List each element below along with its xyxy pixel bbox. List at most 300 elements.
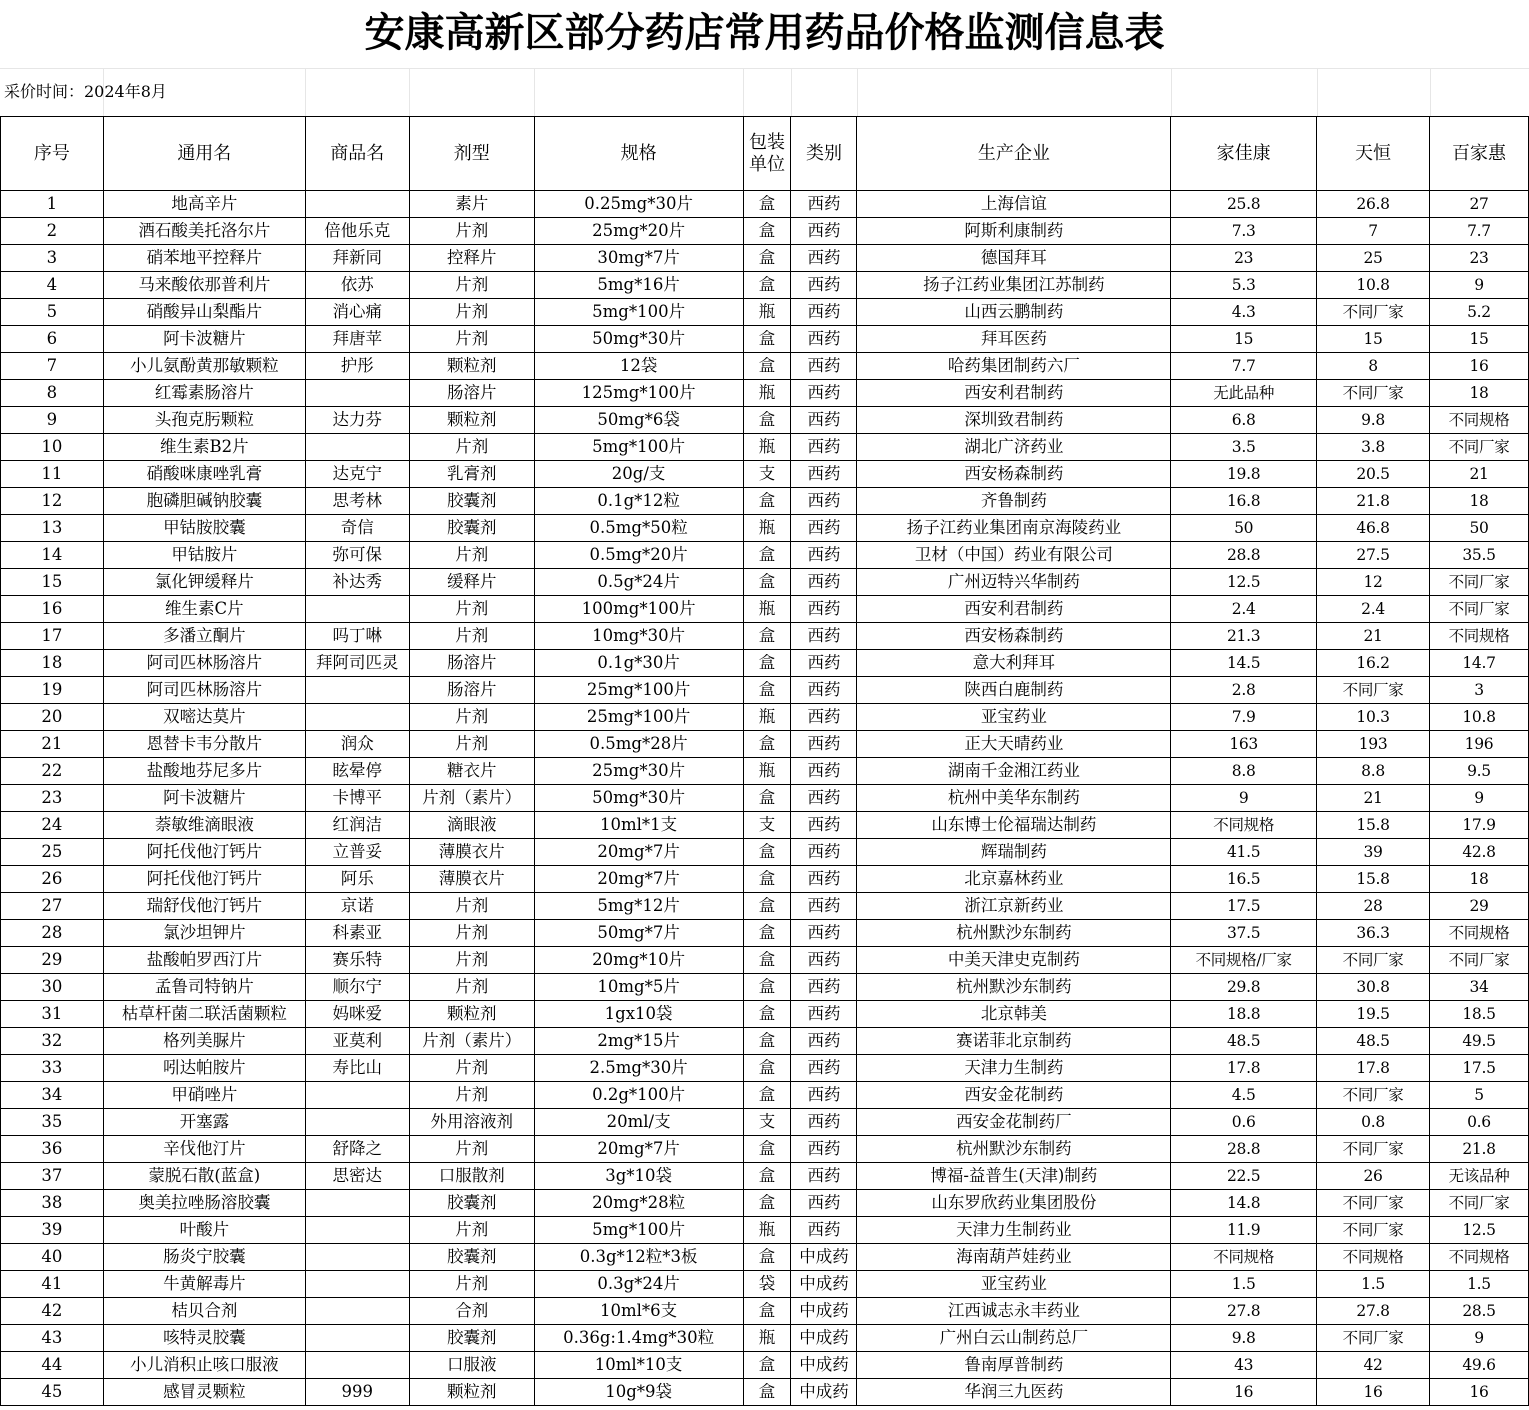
cell-index: 27 — [1, 893, 104, 920]
sheet-gridline — [791, 68, 792, 116]
cell-price-jiajiakang: 3.5 — [1171, 434, 1317, 461]
cell-specification: 20ml/支 — [534, 1109, 743, 1136]
cell-price-tianheng: 8.8 — [1317, 758, 1430, 785]
table-row — [1, 758, 1529, 785]
cell-manufacturer: 浙江京新药业 — [857, 893, 1171, 920]
cell-package-unit: 盒 — [743, 1379, 791, 1406]
cell-manufacturer: 亚宝药业 — [857, 1271, 1171, 1298]
cell-manufacturer: 杭州默沙东制药 — [857, 920, 1171, 947]
cell-price-tianheng: 16 — [1317, 1379, 1430, 1406]
sheet-gridline — [305, 68, 306, 116]
cell-category: 西药 — [791, 650, 857, 677]
cell-price-jiajiakang: 16 — [1171, 1379, 1317, 1406]
cell-price-tianheng: 不同规格 — [1317, 1244, 1430, 1271]
cell-dosage-form: 合剂 — [409, 1298, 534, 1325]
cell-index: 18 — [1, 650, 104, 677]
cell-price-baijiahui: 34 — [1430, 974, 1529, 1001]
sheet-gridline — [1171, 68, 1172, 116]
cell-trade-name: 倍他乐克 — [305, 218, 409, 245]
cell-trade-name: 吗丁啉 — [305, 623, 409, 650]
sheet-gridline — [534, 68, 535, 116]
cell-dosage-form: 滴眼液 — [409, 812, 534, 839]
cell-price-baijiahui: 23 — [1430, 245, 1529, 272]
table-row — [1, 785, 1529, 812]
cell-specification: 0.1g*12粒 — [534, 488, 743, 515]
table-row — [1, 947, 1529, 974]
cell-dosage-form: 片剂 — [409, 434, 534, 461]
cell-price-baijiahui: 不同厂家 — [1430, 947, 1529, 974]
cell-price-baijiahui: 16 — [1430, 353, 1529, 380]
cell-category: 中成药 — [791, 1244, 857, 1271]
cell-price-tianheng: 48.5 — [1317, 1028, 1430, 1055]
cell-trade-name — [305, 380, 409, 407]
cell-specification: 0.5mg*28片 — [534, 731, 743, 758]
cell-manufacturer: 博福-益普生(天津)制药 — [857, 1163, 1171, 1190]
cell-specification: 10mg*30片 — [534, 623, 743, 650]
cell-dosage-form: 片剂 — [409, 1136, 534, 1163]
cell-category: 西药 — [791, 1190, 857, 1217]
cell-specification: 25mg*30片 — [534, 758, 743, 785]
sheet-gridline — [857, 68, 858, 116]
cell-generic-name: 蒙脱石散(蓝盒) — [103, 1163, 305, 1190]
cell-trade-name: 达克宁 — [305, 461, 409, 488]
cell-generic-name: 阿托伐他汀钙片 — [103, 839, 305, 866]
cell-trade-name — [305, 1190, 409, 1217]
cell-dosage-form: 肠溶片 — [409, 650, 534, 677]
cell-generic-name: 格列美脲片 — [103, 1028, 305, 1055]
cell-generic-name: 双嘧达莫片 — [103, 704, 305, 731]
cell-manufacturer: 西安杨森制药 — [857, 623, 1171, 650]
cell-dosage-form: 肠溶片 — [409, 380, 534, 407]
cell-trade-name: 妈咪爱 — [305, 1001, 409, 1028]
table-row — [1, 542, 1529, 569]
cell-generic-name: 开塞露 — [103, 1109, 305, 1136]
cell-index: 32 — [1, 1028, 104, 1055]
cell-specification: 20mg*28粒 — [534, 1190, 743, 1217]
cell-price-baijiahui: 0.6 — [1430, 1109, 1529, 1136]
cell-dosage-form: 片剂 — [409, 731, 534, 758]
cell-price-jiajiakang: 9 — [1171, 785, 1317, 812]
cell-price-jiajiakang: 21.3 — [1171, 623, 1317, 650]
cell-dosage-form: 片剂 — [409, 326, 534, 353]
cell-specification: 50mg*30片 — [534, 326, 743, 353]
cell-price-tianheng: 3.8 — [1317, 434, 1430, 461]
cell-price-jiajiakang: 7.3 — [1171, 218, 1317, 245]
cell-price-baijiahui: 不同厂家 — [1430, 596, 1529, 623]
cell-price-tianheng: 不同厂家 — [1317, 1082, 1430, 1109]
cell-index: 7 — [1, 353, 104, 380]
cell-price-jiajiakang: 22.5 — [1171, 1163, 1317, 1190]
cell-trade-name: 依苏 — [305, 272, 409, 299]
cell-dosage-form: 胶囊剂 — [409, 1325, 534, 1352]
cell-specification: 12袋 — [534, 353, 743, 380]
cell-trade-name: 卡博平 — [305, 785, 409, 812]
cell-trade-name — [305, 1217, 409, 1244]
cell-price-jiajiakang: 18.8 — [1171, 1001, 1317, 1028]
table-row — [1, 326, 1529, 353]
cell-generic-name: 奥美拉唑肠溶胶囊 — [103, 1190, 305, 1217]
cell-package-unit: 盒 — [743, 353, 791, 380]
cell-generic-name: 马来酸依那普利片 — [103, 272, 305, 299]
cell-package-unit: 袋 — [743, 1271, 791, 1298]
header-index: 序号 — [1, 117, 104, 191]
cell-index: 35 — [1, 1109, 104, 1136]
cell-price-tianheng: 30.8 — [1317, 974, 1430, 1001]
page-title: 安康高新区部分药店常用药品价格监测信息表 — [0, 0, 1529, 69]
cell-dosage-form: 薄膜衣片 — [409, 839, 534, 866]
cell-price-jiajiakang: 29.8 — [1171, 974, 1317, 1001]
cell-price-jiajiakang: 28.8 — [1171, 542, 1317, 569]
cell-index: 12 — [1, 488, 104, 515]
cell-trade-name — [305, 1082, 409, 1109]
table-row — [1, 1190, 1529, 1217]
cell-price-jiajiakang: 8.8 — [1171, 758, 1317, 785]
table-row — [1, 1136, 1529, 1163]
cell-specification: 0.2g*100片 — [534, 1082, 743, 1109]
cell-price-tianheng: 不同厂家 — [1317, 1325, 1430, 1352]
cell-price-baijiahui: 17.9 — [1430, 812, 1529, 839]
table-row — [1, 515, 1529, 542]
cell-package-unit: 盒 — [743, 785, 791, 812]
cell-price-baijiahui: 49.5 — [1430, 1028, 1529, 1055]
cell-index: 31 — [1, 1001, 104, 1028]
cell-index: 22 — [1, 758, 104, 785]
cell-category: 西药 — [791, 731, 857, 758]
cell-trade-name — [305, 596, 409, 623]
cell-dosage-form: 颗粒剂 — [409, 353, 534, 380]
cell-trade-name: 舒降之 — [305, 1136, 409, 1163]
cell-generic-name: 硝酸咪康唑乳膏 — [103, 461, 305, 488]
cell-price-tianheng: 0.8 — [1317, 1109, 1430, 1136]
cell-price-baijiahui: 不同规格 — [1430, 623, 1529, 650]
cell-package-unit: 盒 — [743, 866, 791, 893]
cell-trade-name: 寿比山 — [305, 1055, 409, 1082]
cell-price-tianheng: 16.2 — [1317, 650, 1430, 677]
cell-generic-name: 甲钴胺片 — [103, 542, 305, 569]
cell-price-baijiahui: 5 — [1430, 1082, 1529, 1109]
cell-price-tianheng: 26 — [1317, 1163, 1430, 1190]
cell-package-unit: 盒 — [743, 677, 791, 704]
cell-index: 36 — [1, 1136, 104, 1163]
cell-price-jiajiakang: 无此品种 — [1171, 380, 1317, 407]
cell-category: 西药 — [791, 596, 857, 623]
table-row — [1, 812, 1529, 839]
cell-package-unit: 瓶 — [743, 1217, 791, 1244]
cell-trade-name — [305, 434, 409, 461]
cell-dosage-form: 片剂（素片） — [409, 1028, 534, 1055]
cell-generic-name: 小儿消积止咳口服液 — [103, 1352, 305, 1379]
table-row — [1, 488, 1529, 515]
cell-index: 19 — [1, 677, 104, 704]
cell-index: 16 — [1, 596, 104, 623]
cell-price-tianheng: 8 — [1317, 353, 1430, 380]
cell-dosage-form: 片剂 — [409, 1055, 534, 1082]
cell-price-tianheng: 不同厂家 — [1317, 947, 1430, 974]
cell-price-jiajiakang: 37.5 — [1171, 920, 1317, 947]
cell-index: 40 — [1, 1244, 104, 1271]
cell-index: 34 — [1, 1082, 104, 1109]
cell-price-baijiahui: 196 — [1430, 731, 1529, 758]
cell-category: 西药 — [791, 299, 857, 326]
cell-index: 14 — [1, 542, 104, 569]
cell-specification: 0.25mg*30片 — [534, 191, 743, 218]
cell-index: 8 — [1, 380, 104, 407]
cell-index: 28 — [1, 920, 104, 947]
cell-price-jiajiakang: 19.8 — [1171, 461, 1317, 488]
cell-specification: 0.5mg*20片 — [534, 542, 743, 569]
cell-package-unit: 支 — [743, 812, 791, 839]
table-row — [1, 1055, 1529, 1082]
table-row — [1, 866, 1529, 893]
collection-time: 采价时间：2024年8月 — [4, 82, 167, 101]
cell-manufacturer: 西安利君制药 — [857, 380, 1171, 407]
cell-specification: 1gx10袋 — [534, 1001, 743, 1028]
cell-index: 3 — [1, 245, 104, 272]
cell-category: 西药 — [791, 1217, 857, 1244]
cell-trade-name — [305, 704, 409, 731]
cell-trade-name: 立普妥 — [305, 839, 409, 866]
cell-package-unit: 盒 — [743, 893, 791, 920]
cell-generic-name: 枯草杆菌二联活菌颗粒 — [103, 1001, 305, 1028]
cell-generic-name: 孟鲁司特钠片 — [103, 974, 305, 1001]
header-row — [1, 117, 1529, 191]
cell-manufacturer: 赛诺菲北京制药 — [857, 1028, 1171, 1055]
cell-dosage-form: 胶囊剂 — [409, 515, 534, 542]
cell-package-unit: 盒 — [743, 650, 791, 677]
cell-specification: 10ml*1支 — [534, 812, 743, 839]
cell-package-unit: 盒 — [743, 542, 791, 569]
cell-price-baijiahui: 14.7 — [1430, 650, 1529, 677]
cell-generic-name: 盐酸地芬尼多片 — [103, 758, 305, 785]
cell-package-unit: 盒 — [743, 1082, 791, 1109]
cell-price-jiajiakang: 23 — [1171, 245, 1317, 272]
cell-price-baijiahui: 9.5 — [1430, 758, 1529, 785]
cell-manufacturer: 北京韩美 — [857, 1001, 1171, 1028]
cell-generic-name: 多潘立酮片 — [103, 623, 305, 650]
cell-category: 西药 — [791, 1028, 857, 1055]
cell-index: 38 — [1, 1190, 104, 1217]
cell-specification: 100mg*100片 — [534, 596, 743, 623]
cell-generic-name: 牛黄解毒片 — [103, 1271, 305, 1298]
cell-category: 西药 — [791, 569, 857, 596]
cell-price-jiajiakang: 14.5 — [1171, 650, 1317, 677]
cell-category: 西药 — [791, 1082, 857, 1109]
cell-index: 42 — [1, 1298, 104, 1325]
table-row — [1, 1001, 1529, 1028]
cell-price-tianheng: 不同厂家 — [1317, 1217, 1430, 1244]
cell-index: 45 — [1, 1379, 104, 1406]
cell-category: 中成药 — [791, 1379, 857, 1406]
cell-price-jiajiakang: 16.8 — [1171, 488, 1317, 515]
cell-specification: 5mg*12片 — [534, 893, 743, 920]
cell-price-baijiahui: 不同规格 — [1430, 407, 1529, 434]
cell-manufacturer: 鲁南厚普制药 — [857, 1352, 1171, 1379]
cell-category: 西药 — [791, 974, 857, 1001]
cell-price-tianheng: 12 — [1317, 569, 1430, 596]
cell-dosage-form: 片剂 — [409, 596, 534, 623]
cell-manufacturer: 江西诚志永丰药业 — [857, 1298, 1171, 1325]
cell-price-baijiahui: 9 — [1430, 785, 1529, 812]
cell-trade-name: 护彤 — [305, 353, 409, 380]
cell-specification: 125mg*100片 — [534, 380, 743, 407]
cell-package-unit: 盒 — [743, 1190, 791, 1217]
header-specification: 规格 — [534, 117, 743, 191]
cell-index: 41 — [1, 1271, 104, 1298]
cell-trade-name: 眩晕停 — [305, 758, 409, 785]
cell-category: 西药 — [791, 218, 857, 245]
cell-dosage-form: 片剂 — [409, 1217, 534, 1244]
cell-generic-name: 瑞舒伐他汀钙片 — [103, 893, 305, 920]
cell-specification: 50mg*7片 — [534, 920, 743, 947]
cell-generic-name: 叶酸片 — [103, 1217, 305, 1244]
table-row — [1, 407, 1529, 434]
cell-price-jiajiakang: 17.8 — [1171, 1055, 1317, 1082]
table-row — [1, 1271, 1529, 1298]
cell-price-baijiahui: 不同厂家 — [1430, 434, 1529, 461]
cell-dosage-form: 胶囊剂 — [409, 488, 534, 515]
cell-index: 4 — [1, 272, 104, 299]
cell-package-unit: 盒 — [743, 1352, 791, 1379]
cell-category: 西药 — [791, 704, 857, 731]
cell-trade-name: 科素亚 — [305, 920, 409, 947]
cell-category: 西药 — [791, 542, 857, 569]
cell-dosage-form: 片剂 — [409, 1271, 534, 1298]
cell-index: 5 — [1, 299, 104, 326]
cell-package-unit: 盒 — [743, 326, 791, 353]
cell-dosage-form: 乳膏剂 — [409, 461, 534, 488]
cell-package-unit: 支 — [743, 1109, 791, 1136]
cell-index: 30 — [1, 974, 104, 1001]
cell-specification: 50mg*6袋 — [534, 407, 743, 434]
cell-package-unit: 盒 — [743, 1001, 791, 1028]
cell-price-baijiahui: 无该品种 — [1430, 1163, 1529, 1190]
cell-specification: 25mg*100片 — [534, 704, 743, 731]
cell-price-baijiahui: 3 — [1430, 677, 1529, 704]
cell-price-baijiahui: 29 — [1430, 893, 1529, 920]
cell-package-unit: 盒 — [743, 839, 791, 866]
cell-manufacturer: 西安金花制药 — [857, 1082, 1171, 1109]
cell-price-jiajiakang: 14.8 — [1171, 1190, 1317, 1217]
cell-dosage-form: 片剂 — [409, 272, 534, 299]
cell-category: 西药 — [791, 920, 857, 947]
cell-price-jiajiakang: 1.5 — [1171, 1271, 1317, 1298]
header-manufacturer: 生产企业 — [857, 117, 1171, 191]
cell-price-tianheng: 20.5 — [1317, 461, 1430, 488]
cell-price-tianheng: 25 — [1317, 245, 1430, 272]
table-row — [1, 1028, 1529, 1055]
cell-category: 西药 — [791, 1163, 857, 1190]
cell-package-unit: 瓶 — [743, 758, 791, 785]
cell-price-baijiahui: 16 — [1430, 1379, 1529, 1406]
table-row — [1, 596, 1529, 623]
cell-specification: 0.36g:1.4mg*30粒 — [534, 1325, 743, 1352]
cell-index: 43 — [1, 1325, 104, 1352]
cell-specification: 20mg*10片 — [534, 947, 743, 974]
cell-package-unit: 盒 — [743, 1136, 791, 1163]
cell-package-unit: 盒 — [743, 947, 791, 974]
cell-manufacturer: 阿斯利康制药 — [857, 218, 1171, 245]
cell-price-jiajiakang: 50 — [1171, 515, 1317, 542]
table-row — [1, 1298, 1529, 1325]
cell-price-tianheng: 28 — [1317, 893, 1430, 920]
cell-price-jiajiakang: 9.8 — [1171, 1325, 1317, 1352]
cell-dosage-form: 片剂 — [409, 974, 534, 1001]
cell-index: 33 — [1, 1055, 104, 1082]
cell-price-tianheng: 1.5 — [1317, 1271, 1430, 1298]
cell-package-unit: 瓶 — [743, 380, 791, 407]
cell-manufacturer: 上海信谊 — [857, 191, 1171, 218]
header-store-jiajiakang: 家佳康 — [1171, 117, 1317, 191]
cell-dosage-form: 片剂 — [409, 893, 534, 920]
cell-trade-name: 红润洁 — [305, 812, 409, 839]
cell-category: 西药 — [791, 677, 857, 704]
cell-trade-name: 999 — [305, 1379, 409, 1406]
cell-package-unit: 盒 — [743, 1163, 791, 1190]
cell-category: 西药 — [791, 893, 857, 920]
cell-index: 17 — [1, 623, 104, 650]
cell-index: 21 — [1, 731, 104, 758]
cell-specification: 5mg*100片 — [534, 1217, 743, 1244]
cell-price-jiajiakang: 43 — [1171, 1352, 1317, 1379]
cell-price-jiajiakang: 15 — [1171, 326, 1317, 353]
cell-price-baijiahui: 9 — [1430, 272, 1529, 299]
table-row — [1, 731, 1529, 758]
cell-price-tianheng: 15 — [1317, 326, 1430, 353]
cell-generic-name: 盐酸帕罗西汀片 — [103, 947, 305, 974]
cell-trade-name: 拜阿司匹灵 — [305, 650, 409, 677]
cell-price-tianheng: 9.8 — [1317, 407, 1430, 434]
sheet-gridline — [409, 68, 410, 116]
table-row — [1, 1109, 1529, 1136]
cell-category: 西药 — [791, 515, 857, 542]
cell-price-tianheng: 39 — [1317, 839, 1430, 866]
cell-specification: 10g*9袋 — [534, 1379, 743, 1406]
table-row — [1, 191, 1529, 218]
cell-category: 西药 — [791, 326, 857, 353]
cell-category: 西药 — [791, 758, 857, 785]
cell-package-unit: 盒 — [743, 1055, 791, 1082]
cell-specification: 3g*10袋 — [534, 1163, 743, 1190]
cell-trade-name: 补达秀 — [305, 569, 409, 596]
cell-manufacturer: 西安利君制药 — [857, 596, 1171, 623]
cell-dosage-form: 片剂 — [409, 920, 534, 947]
cell-manufacturer: 杭州默沙东制药 — [857, 974, 1171, 1001]
cell-manufacturer: 山东罗欣药业集团股份 — [857, 1190, 1171, 1217]
cell-price-baijiahui: 18 — [1430, 380, 1529, 407]
table-row — [1, 1325, 1529, 1352]
cell-manufacturer: 天津力生制药 — [857, 1055, 1171, 1082]
cell-specification: 10mg*5片 — [534, 974, 743, 1001]
cell-category: 西药 — [791, 866, 857, 893]
cell-price-jiajiakang: 11.9 — [1171, 1217, 1317, 1244]
table-row — [1, 623, 1529, 650]
cell-generic-name: 硝苯地平控释片 — [103, 245, 305, 272]
cell-generic-name: 维生素C片 — [103, 596, 305, 623]
cell-specification: 0.3g*24片 — [534, 1271, 743, 1298]
cell-package-unit: 盒 — [743, 407, 791, 434]
cell-trade-name: 消心痛 — [305, 299, 409, 326]
cell-price-tianheng: 27.5 — [1317, 542, 1430, 569]
cell-package-unit: 盒 — [743, 1028, 791, 1055]
table-row — [1, 920, 1529, 947]
cell-trade-name: 京诺 — [305, 893, 409, 920]
table-row — [1, 974, 1529, 1001]
cell-generic-name: 阿司匹林肠溶片 — [103, 677, 305, 704]
header-store-tianheng: 天恒 — [1317, 117, 1430, 191]
cell-dosage-form: 口服液 — [409, 1352, 534, 1379]
cell-price-tianheng: 15.8 — [1317, 866, 1430, 893]
cell-dosage-form: 胶囊剂 — [409, 1190, 534, 1217]
